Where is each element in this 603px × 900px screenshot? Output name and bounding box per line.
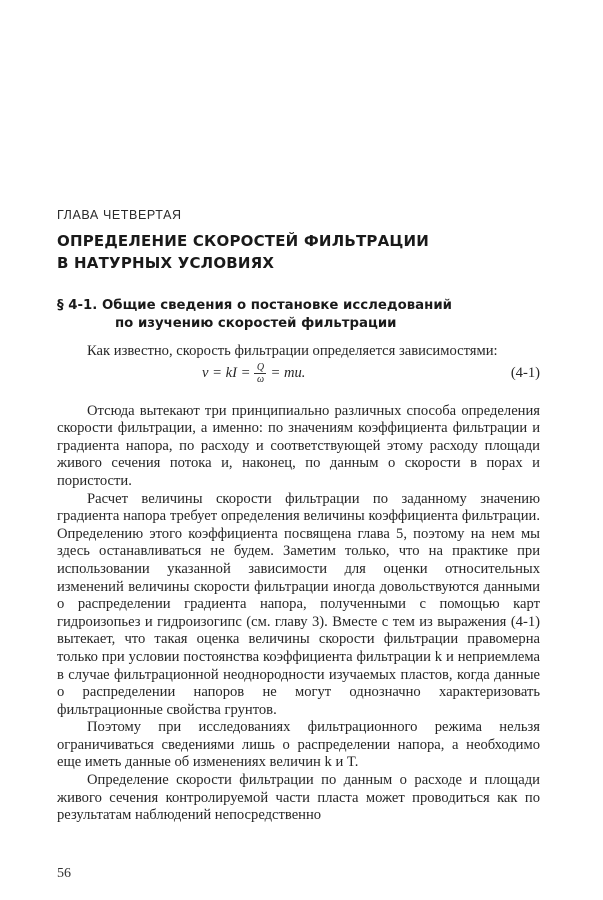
formula-right: = mu. xyxy=(270,364,306,381)
formula-left: v = kI = xyxy=(202,364,251,381)
formula-expression xyxy=(202,362,305,385)
chapter-title-line-1: ОПРЕДЕЛЕНИЕ СКОРОСТЕЙ ФИЛЬТРАЦИИ xyxy=(57,232,430,250)
chapter-label: ГЛАВА ЧЕТВЕРТАЯ xyxy=(57,208,182,222)
page-number: 56 xyxy=(57,866,71,881)
formula-fraction xyxy=(254,362,266,385)
intro-paragraph: Как известно, скорость фильтрации определяется зависимостями: xyxy=(87,343,498,359)
chapter-title xyxy=(57,230,537,274)
paragraph-2: Расчет величины скорости фильтрации по заданному значению градиента напора требует определения величины коэффициента фильтрации. Определению этого коэффициента посвящена глава 5, поэтому на нем мы здесь останавливаться не будем. Заметим только, что на практике при использовании указанной зависимости для оценки относительных изменений величины скорости фильтрации иногда довольствуются данными о распределении градиента напора, полученными с помощью карт гидроизопьез и гидроизогипс (см. главу 3). Вместе с тем из выражения (4-1) вытекает, что такая оценка величины скорости фильтрации правомерна только при условии постоянства коэффициента фильтрации k и неприемлема в случае фильтрационной неоднородности изучаемых пластов, когда данные о распределении напоров не могут однозначно характеризовать фильтрационные свойства грунтов. xyxy=(57,490,540,718)
formula-4-1 xyxy=(57,357,540,391)
section-heading-line-1: § 4-1. Общие сведения о постановке исследований xyxy=(57,298,452,313)
paragraph-3: Поэтому при исследованиях фильтрационного режима нельзя ограничиваться сведениями лишь о распределении напора, а необходимо еще иметь данные об изменениях величин k и T. xyxy=(57,719,540,771)
formula-number: (4-1) xyxy=(510,364,540,381)
chapter-title-line-2: В НАТУРНЫХ УСЛОВИЯХ xyxy=(57,254,275,272)
formula-fraction-denominator: ω xyxy=(256,374,264,386)
section-heading-line-2: по изучению скоростей фильтрации xyxy=(115,316,397,331)
paragraph-4: Определение скорости фильтрации по данным о расходе и площади живого сечения контролируемой части пласта может проводиться как по результатам наблюдений непосредственно xyxy=(57,772,540,824)
formula-fraction-numerator: Q xyxy=(256,362,265,374)
body-text xyxy=(57,343,540,825)
paragraph-1: Отсюда вытекают три принципиально различных способа определения скорости фильтрации, а именно: по значениям коэффициента фильтрации и градиента напора, по расходу и соответствующей этому расходу площади живого сечения потока и, наконец, по данным о скорости в порах и пористости. xyxy=(57,402,540,489)
section-heading xyxy=(57,297,537,333)
